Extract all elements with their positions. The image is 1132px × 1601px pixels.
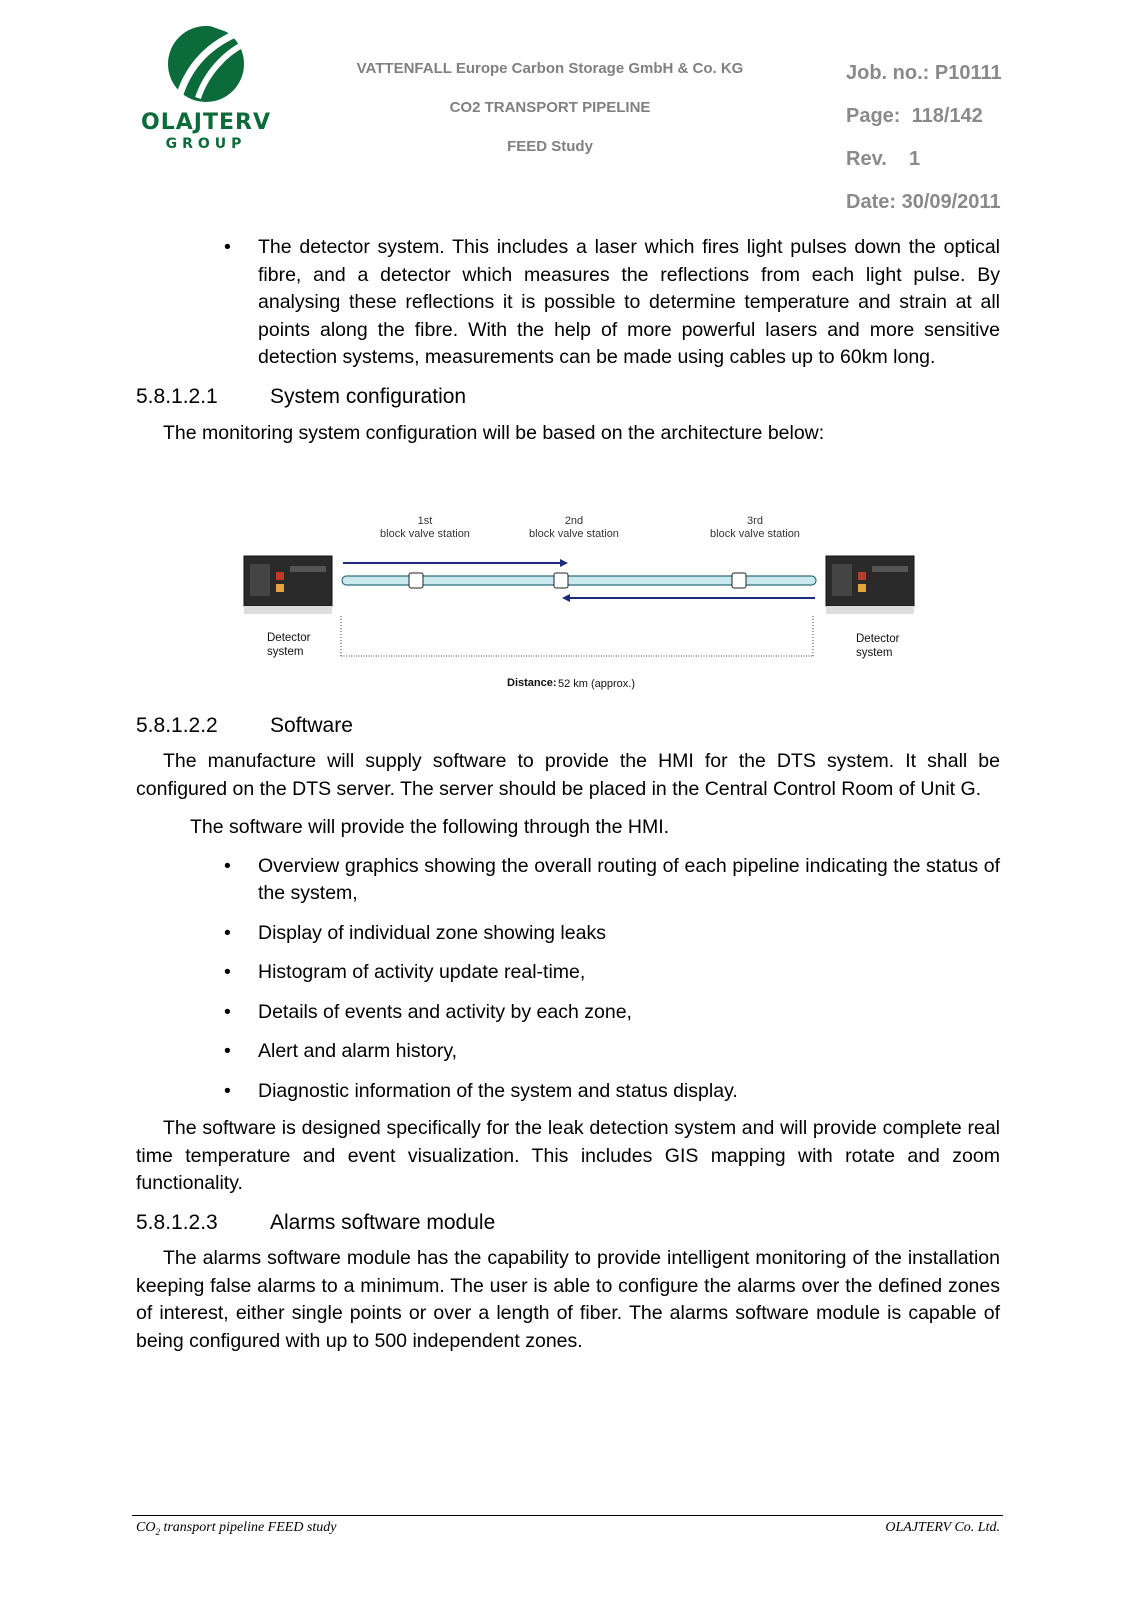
project-name: CO2 TRANSPORT PIPELINE bbox=[449, 99, 651, 116]
section-title: Software bbox=[270, 713, 353, 737]
paragraph: The monitoring system configuration will be based on the architecture below: bbox=[163, 422, 825, 444]
footer-left-a: CO bbox=[136, 1520, 156, 1535]
date-value: 30/09/2011 bbox=[901, 191, 1001, 213]
list-item: • Alert and alarm history, bbox=[224, 1040, 458, 1062]
date bbox=[846, 191, 1002, 234]
paragraph: The software will provide the following through the HMI. bbox=[190, 816, 670, 838]
station-1-label-a: 1st bbox=[417, 515, 433, 527]
distance-label: Distance: bbox=[507, 677, 557, 689]
station-1-label-b: block valve station bbox=[380, 528, 470, 540]
station-2-label-b: block valve station bbox=[529, 528, 619, 540]
left-detector-device-icon bbox=[244, 556, 332, 614]
paragraph: The alarms software module has the capability to provide intelligent monitoring of the installation keeping false alarms to a minimum. The user is able to configure the alarms over the defined zones of interest, either single points or over a length of fiber. The alarms software module is capable of being configured with up to 500 independent zones. bbox=[136, 1247, 1000, 1352]
valve-station-2-icon bbox=[554, 573, 568, 588]
rev-value: 1 bbox=[909, 148, 921, 170]
station-3-label-b: block valve station bbox=[710, 528, 800, 540]
footer-right: OLAJTERV Co. Ltd. bbox=[885, 1520, 1000, 1535]
right-detector-label-a: Detector bbox=[856, 633, 900, 645]
logo-subtext: GROUP bbox=[165, 136, 247, 152]
list-item-text: Diagnostic information of the system and status display. bbox=[258, 1079, 738, 1102]
footer-left bbox=[136, 1520, 337, 1537]
intro-list bbox=[136, 234, 1000, 372]
header-center bbox=[330, 60, 770, 177]
job-value: P10111 bbox=[934, 62, 1002, 84]
station-3-label-a: 3rd bbox=[747, 515, 763, 527]
station-2-label-a: 2nd bbox=[564, 515, 584, 527]
forward-arrow-head-icon bbox=[560, 559, 568, 567]
distance-note: (approx.) bbox=[591, 678, 636, 690]
company-logo bbox=[140, 24, 272, 154]
left-detector-label-a: Detector bbox=[267, 632, 311, 644]
section-number: 5.8.1.2.3 bbox=[136, 1210, 218, 1234]
study-name: FEED Study bbox=[507, 138, 593, 155]
left-detector-label-b: system bbox=[267, 646, 304, 658]
footer-divider bbox=[132, 1515, 1003, 1516]
footer-left-sub: 2 bbox=[155, 1526, 160, 1537]
valve-station-3-icon bbox=[732, 573, 746, 588]
list-item: • Histogram of activity update real-time, bbox=[224, 961, 586, 983]
section-heading bbox=[136, 383, 1000, 411]
paragraph: The manufacture will supply software to provide the HMI for the DTS system. It shall be configured on the DTS server. The server should be placed in the Central Control Room of Unit G. bbox=[136, 750, 1000, 800]
list-item: • Display of individual zone showing leaks bbox=[224, 921, 606, 944]
job-number bbox=[846, 62, 1002, 105]
list-item: • Details of events and activity by each zone, bbox=[224, 1000, 632, 1023]
list-item-text: Display of individual zone showing leaks bbox=[258, 921, 606, 944]
section-title: Alarms software module bbox=[270, 1210, 496, 1234]
software-list bbox=[136, 853, 1000, 1106]
right-detector-device-icon bbox=[826, 556, 914, 614]
section-heading bbox=[136, 1209, 1000, 1237]
list-item-text: The detector system. This includes a laser which fires light pulses down the optical fibre, and a detector which measures the reflections from each light pulse. By analysing these reflections it is possible to determine temperature and strain at all points along the fibre. With the help of more powerful lasers and more sensitive detection systems, measurements can be made using cables up to 60km long. bbox=[258, 236, 1000, 368]
paragraph: The software is designed specifically for the leak detection system and will provide complete real time temperature and event visualization. This includes GIS mapping with rotate and zoom functionality. bbox=[136, 1117, 1000, 1194]
page-label: Page: bbox=[846, 105, 901, 127]
architecture-diagram bbox=[240, 510, 940, 722]
revision bbox=[846, 148, 1002, 191]
company-name: VATTENFALL Europe Carbon Storage GmbH & Co. KG bbox=[356, 60, 744, 77]
list-item-text: Details of events and activity by each zone, bbox=[258, 1000, 632, 1023]
rev-label: Rev. bbox=[846, 148, 887, 170]
date-label: Date: bbox=[846, 191, 897, 213]
list-item-text: Overview graphics showing the overall routing of each pipeline indicating the status of the system, bbox=[258, 854, 1000, 904]
section-title: System configuration bbox=[270, 384, 467, 408]
section-number: 5.8.1.2.2 bbox=[136, 713, 218, 737]
architecture-svg bbox=[240, 510, 940, 722]
header-meta bbox=[846, 62, 1002, 234]
document-body bbox=[136, 234, 1000, 1355]
footer-left-b: transport pipeline FEED study bbox=[159, 1520, 337, 1535]
return-arrow-head-icon bbox=[562, 594, 570, 602]
list-item-text: Alert and alarm history, bbox=[258, 1040, 458, 1062]
logo-leaf-icon bbox=[140, 24, 272, 110]
list-item: • The detector system. This includes a laser which fires light pulses down the optical fibre, and a detector which measures the reflections from each light pulse. By analysing these reflections it is possible to determine temperature and strain at all points along the fibre. With the help of more powerful lasers and more sensitive detection systems, measurements can be made using cables up to 60km long. bbox=[224, 236, 1000, 368]
job-label: Job. no.: bbox=[846, 62, 930, 84]
page-footer bbox=[136, 1520, 1000, 1537]
page-value: 118/142 bbox=[911, 105, 983, 127]
list-item: • Overview graphics showing the overall routing of each pipeline indicating the status of the system, bbox=[224, 854, 1000, 904]
distance-value: 52 km bbox=[558, 678, 588, 690]
list-item: • Diagnostic information of the system and status display. bbox=[224, 1079, 738, 1102]
list-item-text: Histogram of activity update real-time, bbox=[258, 961, 586, 983]
logo-text: OLAJTERV bbox=[141, 110, 271, 135]
section-number: 5.8.1.2.1 bbox=[136, 384, 218, 408]
page-number bbox=[846, 105, 1002, 148]
right-detector-label-b: system bbox=[856, 647, 893, 659]
valve-station-1-icon bbox=[409, 573, 423, 588]
